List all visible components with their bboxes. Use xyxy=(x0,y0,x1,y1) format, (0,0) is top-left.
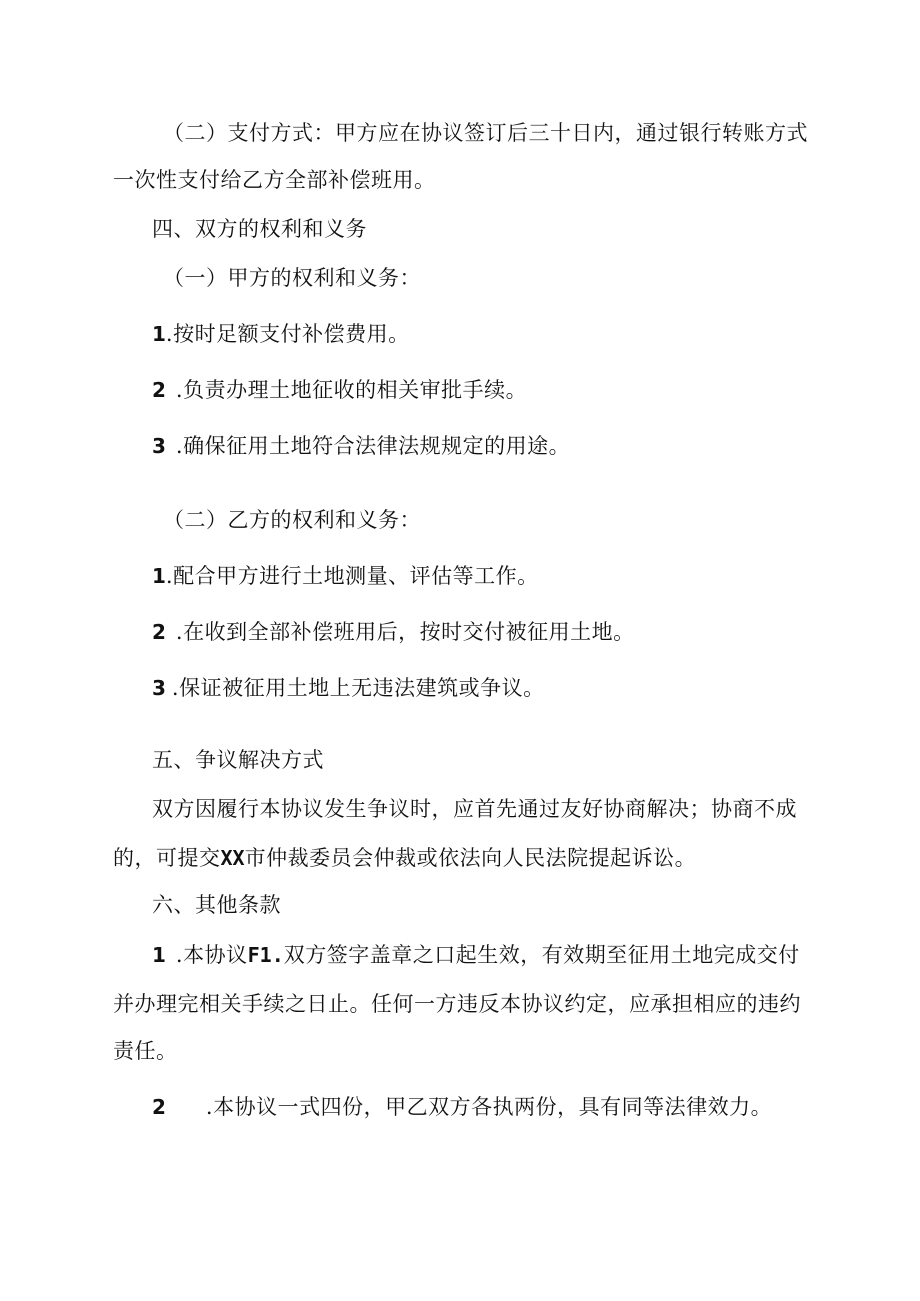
item-number: 2 xyxy=(152,378,166,402)
item-number: 3 xyxy=(152,434,166,458)
party-a-item-3 xyxy=(152,431,570,461)
party-a-item-1 xyxy=(152,319,410,349)
item-number: 1 xyxy=(152,322,166,346)
item-number: 3 xyxy=(152,676,166,700)
item-text: .在收到全部补偿班用后，按时交付被征用土地。 xyxy=(175,620,635,644)
payment-method-line-2: 一次性支付给乙方全部补偿班用。 xyxy=(113,168,436,192)
city-placeholder: XX xyxy=(220,846,245,870)
payment-method-line-1: （二）支付方式：甲方应在协议签订后三十日内，通过银行转账方式 xyxy=(163,121,808,145)
item-text-post: 双方签字盖章之口起生效，有效期至征用土地完成交付 xyxy=(283,943,800,967)
item-number: 2 xyxy=(152,620,166,644)
dispute-text-pre: 的，可提交 xyxy=(113,846,221,870)
item-number: 2 xyxy=(152,1095,166,1119)
party-b-heading: （二）乙方的权利和义务： xyxy=(163,508,421,532)
item-number: 1 xyxy=(152,943,166,967)
other-item-2 xyxy=(152,1092,772,1122)
item-text: .本协议一式四份，甲乙双方各执两份，具有同等法律效力。 xyxy=(205,1095,773,1119)
item-text-pre: .本协议 xyxy=(175,943,248,967)
party-b-item-2 xyxy=(152,617,635,647)
party-a-heading: （一）甲方的权利和义务： xyxy=(163,266,421,290)
section-6-heading: 六、其他条款 xyxy=(152,893,281,917)
item-text: .保证被征用土地上无违法建筑或争议。 xyxy=(171,676,545,700)
item-text: .确保征用土地符合法律法规规定的用途。 xyxy=(175,434,571,458)
party-a-item-2 xyxy=(152,375,527,405)
dispute-text-post: 市仲裁委员会仲裁或依法向人民法院提起诉讼。 xyxy=(244,846,697,870)
party-b-item-1 xyxy=(152,561,539,591)
dispute-line-1: 双方因履行本协议发生争议时，应首先通过友好协商解决；协商不成 xyxy=(152,797,797,821)
item-code: F1. xyxy=(247,943,284,967)
item-number: 1 xyxy=(152,564,166,588)
section-5-heading: 五、争议解决方式 xyxy=(152,748,324,772)
party-b-item-3 xyxy=(152,673,545,703)
item-text: .负责办理土地征收的相关审批手续。 xyxy=(175,378,528,402)
other-item-1-line-2: 并办理完相关手续之日止。任何一方违反本协议约定，应承担相应的违约 xyxy=(113,992,801,1016)
item-text: .配合甲方进行土地测量、评估等工作。 xyxy=(165,564,539,588)
dispute-line-2 xyxy=(113,843,696,873)
section-4-heading: 四、双方的权利和义务 xyxy=(152,217,367,241)
other-item-1-line-1 xyxy=(152,940,800,970)
item-text: .按时足额支付补偿费用。 xyxy=(165,322,410,346)
other-item-1-line-3: 责任。 xyxy=(113,1039,178,1063)
